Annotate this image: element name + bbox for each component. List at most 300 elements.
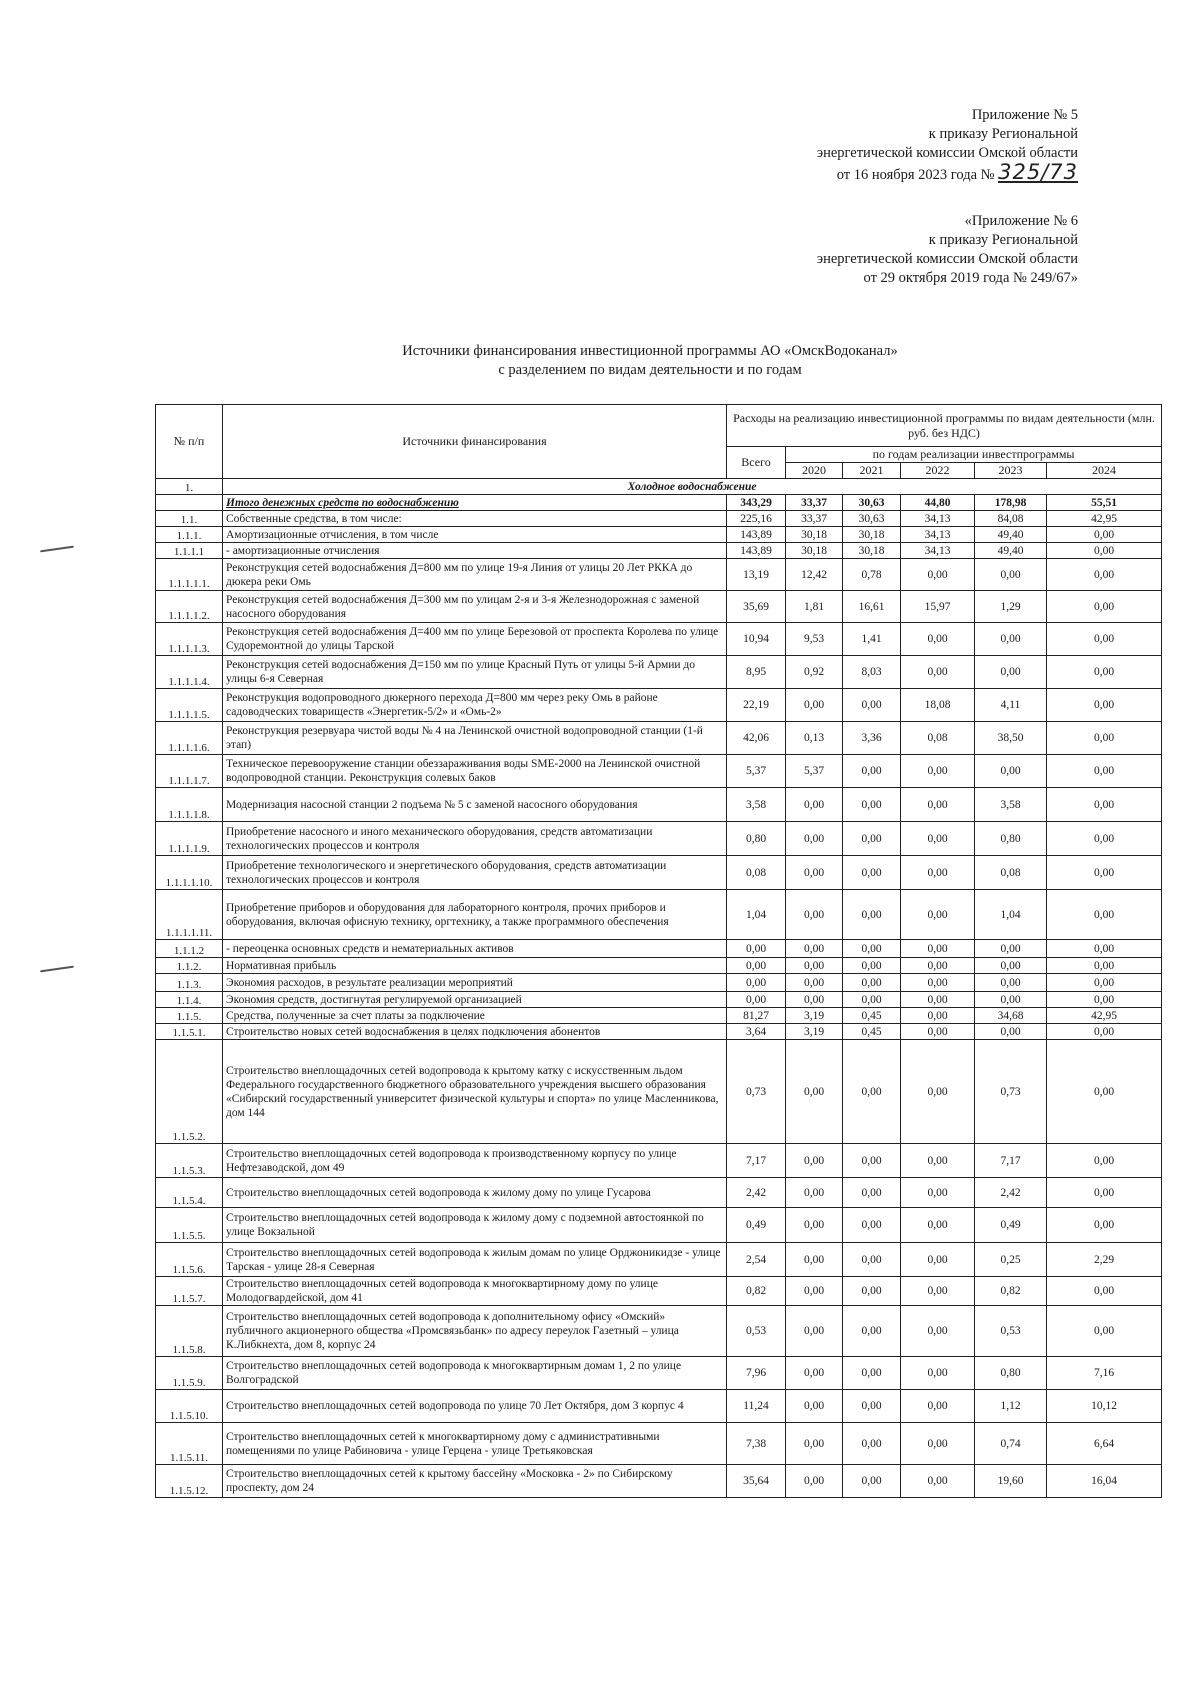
row-source-name: Приобретение насосного и иного механического оборудования, средств автоматизации технологических процессов и контроля (223, 822, 727, 856)
row-year-value: 10,12 (1047, 1390, 1162, 1423)
row-number: 1.1.3. (156, 974, 223, 992)
row-year-value: 49,40 (975, 527, 1047, 543)
handwritten-order-number: 325/73 (998, 160, 1078, 184)
row-number: 1.1.1.1.11. (156, 890, 223, 940)
row-year-value: 0,08 (975, 856, 1047, 890)
col-header-year: 2023 (975, 463, 1047, 479)
row-year-value: 0,00 (1047, 1144, 1162, 1178)
row-year-value: 0,00 (901, 1306, 975, 1357)
table-row (156, 755, 1162, 788)
margin-mark (40, 966, 74, 973)
row-source-name: Реконструкция сетей водоснабжения Д=400 мм по улице Березовой от проспекта Королева по улице Судоремонтной до улицы Тарской (223, 623, 727, 656)
table-row (156, 511, 1162, 527)
table-row (156, 992, 1162, 1008)
row-source-name: Экономия расходов, в результате реализации мероприятий (223, 974, 727, 992)
row-year-value: 0,00 (901, 822, 975, 856)
row-number: 1.1.1.1.5. (156, 689, 223, 722)
row-year-value: 9,53 (786, 623, 843, 656)
row-year-value: 0,00 (901, 559, 975, 591)
row-total-value: 0,53 (727, 1306, 786, 1357)
row-number: 1.1.1.1 (156, 543, 223, 559)
row-year-value: 34,13 (901, 543, 975, 559)
row-year-value: 0,00 (1047, 656, 1162, 689)
row-year-value: 0,00 (843, 788, 901, 822)
row-number (156, 495, 223, 511)
table-row (156, 591, 1162, 623)
row-year-value: 0,00 (975, 656, 1047, 689)
row-year-value: 0,00 (901, 656, 975, 689)
row-source-name: Строительство внеплощадочных сетей водопровода к производственному корпусу по улице Нефтезаводской, дом 49 (223, 1144, 727, 1178)
row-total-value: 22,19 (727, 689, 786, 722)
row-year-value: 1,81 (786, 591, 843, 623)
row-source-name: Приобретение приборов и оборудования для лабораторного контроля, прочих приборов и оборудования, включая офисную технику, оргтехнику, а также программного обеспечения (223, 890, 727, 940)
row-number: 1.1. (156, 511, 223, 527)
row-year-value: 0,00 (843, 1040, 901, 1144)
row-year-value: 0,45 (843, 1008, 901, 1024)
row-source-name: Реконструкция водопроводного дюкерного перехода Д=800 мм через реку Омь в районе садоводческих товариществ «Энергетик-5/2» и «Омь-2» (223, 689, 727, 722)
row-year-value: 0,00 (1047, 788, 1162, 822)
row-total-value: 7,38 (727, 1423, 786, 1465)
row-total-value: 7,17 (727, 1144, 786, 1178)
row-year-value: 33,37 (786, 495, 843, 511)
row-year-value: 0,00 (1047, 559, 1162, 591)
col-header-expenses: Расходы на реализацию инвестиционной программы по видам деятельности (млн. руб. без НДС) (727, 405, 1162, 447)
row-total-value: 225,16 (727, 511, 786, 527)
row-year-value: 0,82 (975, 1277, 1047, 1306)
row-source-name: Итого денежных средств по водоснабжению (223, 495, 727, 511)
col-header-sources: Источники финансирования (223, 405, 727, 479)
row-total-value: 0,00 (727, 974, 786, 992)
row-year-value: 0,00 (1047, 822, 1162, 856)
row-total-value: 0,73 (727, 1040, 786, 1144)
appendix-old-header (817, 212, 1078, 288)
row-year-value: 0,00 (1047, 591, 1162, 623)
row-year-value: 0,00 (786, 1040, 843, 1144)
appendix-new-line1: Приложение № 5 (971, 107, 1078, 123)
row-year-value: 6,64 (1047, 1423, 1162, 1465)
col-header-no: № п/п (156, 405, 223, 479)
row-year-value: 0,00 (1047, 1178, 1162, 1208)
row-total-value: 2,54 (727, 1243, 786, 1277)
row-source-name: Реконструкция сетей водоснабжения Д=300 мм по улицам 2-я и 3-я Железнодорожная с заменой насосного оборудования (223, 591, 727, 623)
table-row (156, 1465, 1162, 1498)
row-number: 1.1.5.5. (156, 1208, 223, 1243)
row-total-value: 3,58 (727, 788, 786, 822)
table-row (156, 974, 1162, 992)
table-row (156, 890, 1162, 940)
row-total-value: 8,95 (727, 656, 786, 689)
row-year-value: 0,00 (786, 822, 843, 856)
row-year-value: 30,18 (843, 527, 901, 543)
row-source-name: Техническое перевооружение станции обеззараживания воды SME-2000 на Ленинской очистной водопроводной станции. Реконструкция солевых баков (223, 755, 727, 788)
row-year-value: 0,00 (901, 1178, 975, 1208)
table-row (156, 1024, 1162, 1040)
document-title (150, 342, 1150, 380)
row-year-value: 3,58 (975, 788, 1047, 822)
row-source-name: Строительство внеплощадочных сетей водопровода к жилым домам по улице Орджоникидзе - улице Тарская - улице 28-я Северная (223, 1243, 727, 1277)
row-total-value: 35,69 (727, 591, 786, 623)
row-year-value: 0,00 (901, 958, 975, 974)
col-header-by-years: по годам реализации инвестпрограммы (786, 447, 1162, 463)
row-year-value: 7,16 (1047, 1357, 1162, 1390)
table-row (156, 689, 1162, 722)
row-year-value: 0,00 (843, 856, 901, 890)
section-number: 1. (156, 479, 223, 495)
row-year-value: 0,00 (901, 1357, 975, 1390)
row-number: 1.1.5.3. (156, 1144, 223, 1178)
row-total-value: 0,00 (727, 958, 786, 974)
table-row (156, 940, 1162, 958)
table-row (156, 722, 1162, 755)
table-row (156, 543, 1162, 559)
table-row (156, 958, 1162, 974)
row-year-value: 0,00 (1047, 1277, 1162, 1306)
row-year-value: 0,00 (843, 1357, 901, 1390)
row-year-value: 0,00 (786, 974, 843, 992)
row-year-value: 15,97 (901, 591, 975, 623)
row-year-value: 0,00 (786, 1306, 843, 1357)
col-header-year: 2020 (786, 463, 843, 479)
appendix-new-line3: энергетической комиссии Омской области (816, 145, 1078, 161)
row-year-value: 0,00 (1047, 940, 1162, 958)
row-total-value: 13,19 (727, 559, 786, 591)
row-source-name: Строительство внеплощадочных сетей водопровода к жилому дому с подземной автостоянкой по улице Вокзальной (223, 1208, 727, 1243)
row-year-value: 0,00 (901, 1144, 975, 1178)
table-row (156, 1390, 1162, 1423)
row-year-value: 0,00 (786, 856, 843, 890)
appendix-old-line4: от 29 октября 2019 года № 249/67» (863, 270, 1078, 286)
row-number: 1.1.1.2 (156, 940, 223, 958)
margin-mark (40, 546, 74, 553)
row-source-name: Строительство внеплощадочных сетей водопровода по улице 70 Лет Октября, дом 3 корпус 4 (223, 1390, 727, 1423)
row-year-value: 0,80 (975, 822, 1047, 856)
row-year-value: 7,17 (975, 1144, 1047, 1178)
row-total-value: 81,27 (727, 1008, 786, 1024)
row-year-value: 0,00 (1047, 623, 1162, 656)
col-header-total: Всего (727, 447, 786, 479)
row-year-value: 0,45 (843, 1024, 901, 1040)
row-source-name: - амортизационные отчисления (223, 543, 727, 559)
row-total-value: 0,00 (727, 940, 786, 958)
row-number: 1.1.5.9. (156, 1357, 223, 1390)
row-total-value: 5,37 (727, 755, 786, 788)
row-year-value: 0,00 (786, 1208, 843, 1243)
row-year-value: 0,08 (901, 722, 975, 755)
row-year-value: 0,00 (1047, 755, 1162, 788)
row-year-value: 0,73 (975, 1040, 1047, 1144)
row-year-value: 0,74 (975, 1423, 1047, 1465)
row-year-value: 3,36 (843, 722, 901, 755)
row-year-value: 19,60 (975, 1465, 1047, 1498)
row-year-value: 0,00 (901, 992, 975, 1008)
row-year-value: 0,00 (1047, 974, 1162, 992)
row-year-value: 3,19 (786, 1024, 843, 1040)
col-header-year: 2022 (901, 463, 975, 479)
row-year-value: 3,19 (786, 1008, 843, 1024)
row-year-value: 16,61 (843, 591, 901, 623)
row-number: 1.1.1.1.8. (156, 788, 223, 822)
row-year-value: 0,00 (843, 940, 901, 958)
row-source-name: Строительство внеплощадочных сетей водопровода к дополнительному офису «Омский» публичного акционерного общества «Промсвязьбанк» по адресу переулок Газетный – улица К.Либкнехта, дом 8, корпус 24 (223, 1306, 727, 1357)
row-total-value: 343,29 (727, 495, 786, 511)
row-year-value: 49,40 (975, 543, 1047, 559)
row-year-value: 0,00 (843, 1277, 901, 1306)
row-source-name: Реконструкция сетей водоснабжения Д=800 мм по улице 19-я Линия от улицы 20 Лет РККА до дюкера реки Омь (223, 559, 727, 591)
row-year-value: 0,00 (1047, 1040, 1162, 1144)
row-year-value: 0,00 (1047, 722, 1162, 755)
row-number: 1.1.1.1.10. (156, 856, 223, 890)
row-year-value: 84,08 (975, 511, 1047, 527)
row-number: 1.1.1. (156, 527, 223, 543)
row-year-value: 0,00 (901, 974, 975, 992)
row-number: 1.1.1.1.2. (156, 591, 223, 623)
row-year-value: 0,00 (786, 1465, 843, 1498)
row-number: 1.1.5.12. (156, 1465, 223, 1498)
row-number: 1.1.5.10. (156, 1390, 223, 1423)
row-year-value: 0,00 (1047, 992, 1162, 1008)
row-total-value: 11,24 (727, 1390, 786, 1423)
row-year-value: 0,00 (1047, 527, 1162, 543)
row-year-value: 0,00 (843, 974, 901, 992)
row-source-name: Реконструкция сетей водоснабжения Д=150 мм по улице Красный Путь от улицы 5-й Армии до улицы 6-я Северная (223, 656, 727, 689)
col-header-year: 2024 (1047, 463, 1162, 479)
row-year-value: 38,50 (975, 722, 1047, 755)
row-number: 1.1.5.6. (156, 1243, 223, 1277)
row-year-value: 0,80 (975, 1357, 1047, 1390)
row-year-value: 30,18 (843, 543, 901, 559)
row-source-name: Строительство внеплощадочных сетей к многоквартирному дому с административными помещениями по улице Рабиновича - улице Герцена - улице Третьяковская (223, 1423, 727, 1465)
row-year-value: 0,00 (843, 1423, 901, 1465)
row-year-value: 0,00 (1047, 689, 1162, 722)
row-year-value: 0,13 (786, 722, 843, 755)
row-year-value: 0,00 (975, 755, 1047, 788)
row-total-value: 0,80 (727, 822, 786, 856)
appendix-old-line3: энергетической комиссии Омской области (816, 251, 1078, 267)
financing-table (155, 404, 1162, 1498)
row-source-name: Собственные средства, в том числе: (223, 511, 727, 527)
title-line2: с разделением по видам деятельности и по годам (498, 362, 802, 378)
col-header-year: 2021 (843, 463, 901, 479)
appendix-new-header (817, 106, 1078, 185)
row-year-value: 0,00 (975, 623, 1047, 656)
row-year-value: 0,00 (901, 1008, 975, 1024)
row-source-name: Строительство внеплощадочных сетей водопровода к многоквартирным домам 1, 2 по улице Волгоградской (223, 1357, 727, 1390)
appendix-new-line2: к приказу Региональной (928, 126, 1078, 142)
row-year-value: 0,00 (843, 992, 901, 1008)
row-year-value: 1,12 (975, 1390, 1047, 1423)
row-year-value: 1,04 (975, 890, 1047, 940)
row-total-value: 143,89 (727, 543, 786, 559)
row-year-value: 0,00 (843, 958, 901, 974)
row-year-value: 0,00 (1047, 958, 1162, 974)
table-row (156, 559, 1162, 591)
row-year-value: 0,00 (786, 1423, 843, 1465)
row-year-value: 2,42 (975, 1178, 1047, 1208)
row-year-value: 0,00 (901, 1024, 975, 1040)
table-row (156, 856, 1162, 890)
row-year-value: 0,00 (901, 1243, 975, 1277)
row-year-value: 0,00 (901, 623, 975, 656)
row-year-value: 0,00 (843, 1208, 901, 1243)
row-year-value: 0,00 (975, 1024, 1047, 1040)
row-year-value: 30,18 (786, 527, 843, 543)
row-source-name: - переоценка основных средств и нематериальных активов (223, 940, 727, 958)
row-year-value: 0,00 (901, 1390, 975, 1423)
row-source-name: Средства, полученные за счет платы за подключение (223, 1008, 727, 1024)
row-number: 1.1.1.1.7. (156, 755, 223, 788)
row-source-name: Строительство внеплощадочных сетей водопровода к крытому катку с искусственным льдом Федерального государственного бюджетного образовательного учреждения высшего образования «Сибирский государственный университет физической культуры и спорта» по улице Масленникова, дом 144 (223, 1040, 727, 1144)
row-year-value: 34,13 (901, 527, 975, 543)
row-number: 1.1.5.11. (156, 1423, 223, 1465)
row-year-value: 0,00 (975, 958, 1047, 974)
row-total-value: 0,82 (727, 1277, 786, 1306)
appendix-new-date: от 16 ноября 2023 года № (836, 167, 995, 183)
row-number: 1.1.5.4. (156, 1178, 223, 1208)
row-year-value: 5,37 (786, 755, 843, 788)
appendix-old-line2: к приказу Региональной (928, 232, 1078, 248)
row-year-value: 0,00 (975, 559, 1047, 591)
row-year-value: 0,00 (901, 755, 975, 788)
row-year-value: 0,00 (975, 940, 1047, 958)
row-total-value: 42,06 (727, 722, 786, 755)
table-row (156, 527, 1162, 543)
row-source-name: Строительство внеплощадочных сетей водопровода к жилому дому по улице Гусарова (223, 1178, 727, 1208)
row-total-value: 3,64 (727, 1024, 786, 1040)
row-number: 1.1.1.1.3. (156, 623, 223, 656)
row-total-value: 143,89 (727, 527, 786, 543)
row-year-value: 34,68 (975, 1008, 1047, 1024)
row-year-value: 0,00 (975, 974, 1047, 992)
table-row (156, 623, 1162, 656)
row-year-value: 30,63 (843, 495, 901, 511)
row-number: 1.1.5.8. (156, 1306, 223, 1357)
row-total-value: 2,42 (727, 1178, 786, 1208)
financing-table-wrapper (155, 404, 1161, 1498)
row-number: 1.1.1.1.1. (156, 559, 223, 591)
row-year-value: 0,00 (786, 1357, 843, 1390)
row-year-value: 0,00 (786, 890, 843, 940)
row-number: 1.1.1.1.4. (156, 656, 223, 689)
row-year-value: 0,00 (1047, 1306, 1162, 1357)
row-year-value: 34,13 (901, 511, 975, 527)
row-number: 1.1.5.2. (156, 1040, 223, 1144)
section-row (156, 479, 1162, 495)
row-year-value: 0,00 (901, 940, 975, 958)
row-year-value: 0,00 (786, 1277, 843, 1306)
table-row (156, 1040, 1162, 1144)
row-source-name: Строительство внеплощадочных сетей к крытому бассейну «Московка - 2» по Сибирскому проспекту, дом 24 (223, 1465, 727, 1498)
row-year-value: 0,00 (786, 958, 843, 974)
row-number: 1.1.5.7. (156, 1277, 223, 1306)
row-year-value: 0,00 (843, 1144, 901, 1178)
table-row (156, 495, 1162, 511)
row-number: 1.1.2. (156, 958, 223, 974)
table-row (156, 1357, 1162, 1390)
row-year-value: 0,00 (786, 1243, 843, 1277)
row-year-value: 0,00 (901, 1208, 975, 1243)
row-year-value: 33,37 (786, 511, 843, 527)
row-year-value: 0,00 (843, 1390, 901, 1423)
table-row (156, 1208, 1162, 1243)
row-year-value: 30,18 (786, 543, 843, 559)
row-year-value: 8,03 (843, 656, 901, 689)
row-total-value: 7,96 (727, 1357, 786, 1390)
row-year-value: 0,00 (901, 1423, 975, 1465)
appendix-old-line1: «Приложение № 6 (964, 213, 1078, 229)
row-number: 1.1.5. (156, 1008, 223, 1024)
table-row (156, 1423, 1162, 1465)
row-year-value: 0,00 (786, 992, 843, 1008)
row-year-value: 42,95 (1047, 1008, 1162, 1024)
row-year-value: 30,63 (843, 511, 901, 527)
row-year-value: 42,95 (1047, 511, 1162, 527)
row-year-value: 18,08 (901, 689, 975, 722)
row-year-value: 0,00 (1047, 856, 1162, 890)
row-year-value: 0,00 (843, 1243, 901, 1277)
row-year-value: 0,00 (843, 689, 901, 722)
table-row (156, 1243, 1162, 1277)
row-year-value: 0,00 (901, 890, 975, 940)
row-source-name: Строительство внеплощадочных сетей водопровода к многоквартирному дому по улице Молодогвардейской, дом 41 (223, 1277, 727, 1306)
row-year-value: 0,00 (901, 856, 975, 890)
table-row (156, 822, 1162, 856)
row-year-value: 44,80 (901, 495, 975, 511)
table-row (156, 1306, 1162, 1357)
row-total-value: 1,04 (727, 890, 786, 940)
row-year-value: 0,00 (1047, 543, 1162, 559)
table-row (156, 1008, 1162, 1024)
row-total-value: 0,08 (727, 856, 786, 890)
section-title: Холодное водоснабжение (223, 479, 1162, 495)
table-row (156, 788, 1162, 822)
row-total-value: 0,00 (727, 992, 786, 1008)
row-source-name: Реконструкция резервуара чистой воды № 4 на Ленинской очистной водопроводной станции (1-й этап) (223, 722, 727, 755)
table-row (156, 1144, 1162, 1178)
row-number: 1.1.1.1.6. (156, 722, 223, 755)
row-year-value: 0,53 (975, 1306, 1047, 1357)
row-year-value: 0,78 (843, 559, 901, 591)
table-row (156, 656, 1162, 689)
row-source-name: Модернизация насосной станции 2 подъема № 5 с заменой насосного оборудования (223, 788, 727, 822)
row-year-value: 0,00 (786, 689, 843, 722)
row-year-value: 0,49 (975, 1208, 1047, 1243)
row-year-value: 0,00 (901, 1277, 975, 1306)
row-source-name: Экономия средств, достигнутая регулируемой организацией (223, 992, 727, 1008)
row-number: 1.1.5.1. (156, 1024, 223, 1040)
row-year-value: 0,00 (901, 1040, 975, 1144)
row-source-name: Амортизационные отчисления, в том числе (223, 527, 727, 543)
table-row (156, 1277, 1162, 1306)
row-source-name: Нормативная прибыль (223, 958, 727, 974)
row-year-value: 0,00 (786, 1178, 843, 1208)
row-total-value: 35,64 (727, 1465, 786, 1498)
row-year-value: 0,00 (1047, 1208, 1162, 1243)
title-line1: Источники финансирования инвестиционной программы АО «ОмскВодоканал» (402, 343, 898, 359)
row-year-value: 0,00 (786, 940, 843, 958)
row-year-value: 1,41 (843, 623, 901, 656)
row-year-value: 178,98 (975, 495, 1047, 511)
row-number: 1.1.1.1.9. (156, 822, 223, 856)
row-year-value: 0,92 (786, 656, 843, 689)
row-source-name: Приобретение технологического и энергетического оборудования, средств автоматизации технологических процессов и контроля (223, 856, 727, 890)
row-year-value: 0,00 (843, 822, 901, 856)
row-year-value: 0,00 (843, 890, 901, 940)
row-year-value: 1,29 (975, 591, 1047, 623)
row-number: 1.1.4. (156, 992, 223, 1008)
row-year-value: 0,00 (843, 1306, 901, 1357)
row-year-value: 0,00 (786, 1390, 843, 1423)
table-row (156, 1178, 1162, 1208)
